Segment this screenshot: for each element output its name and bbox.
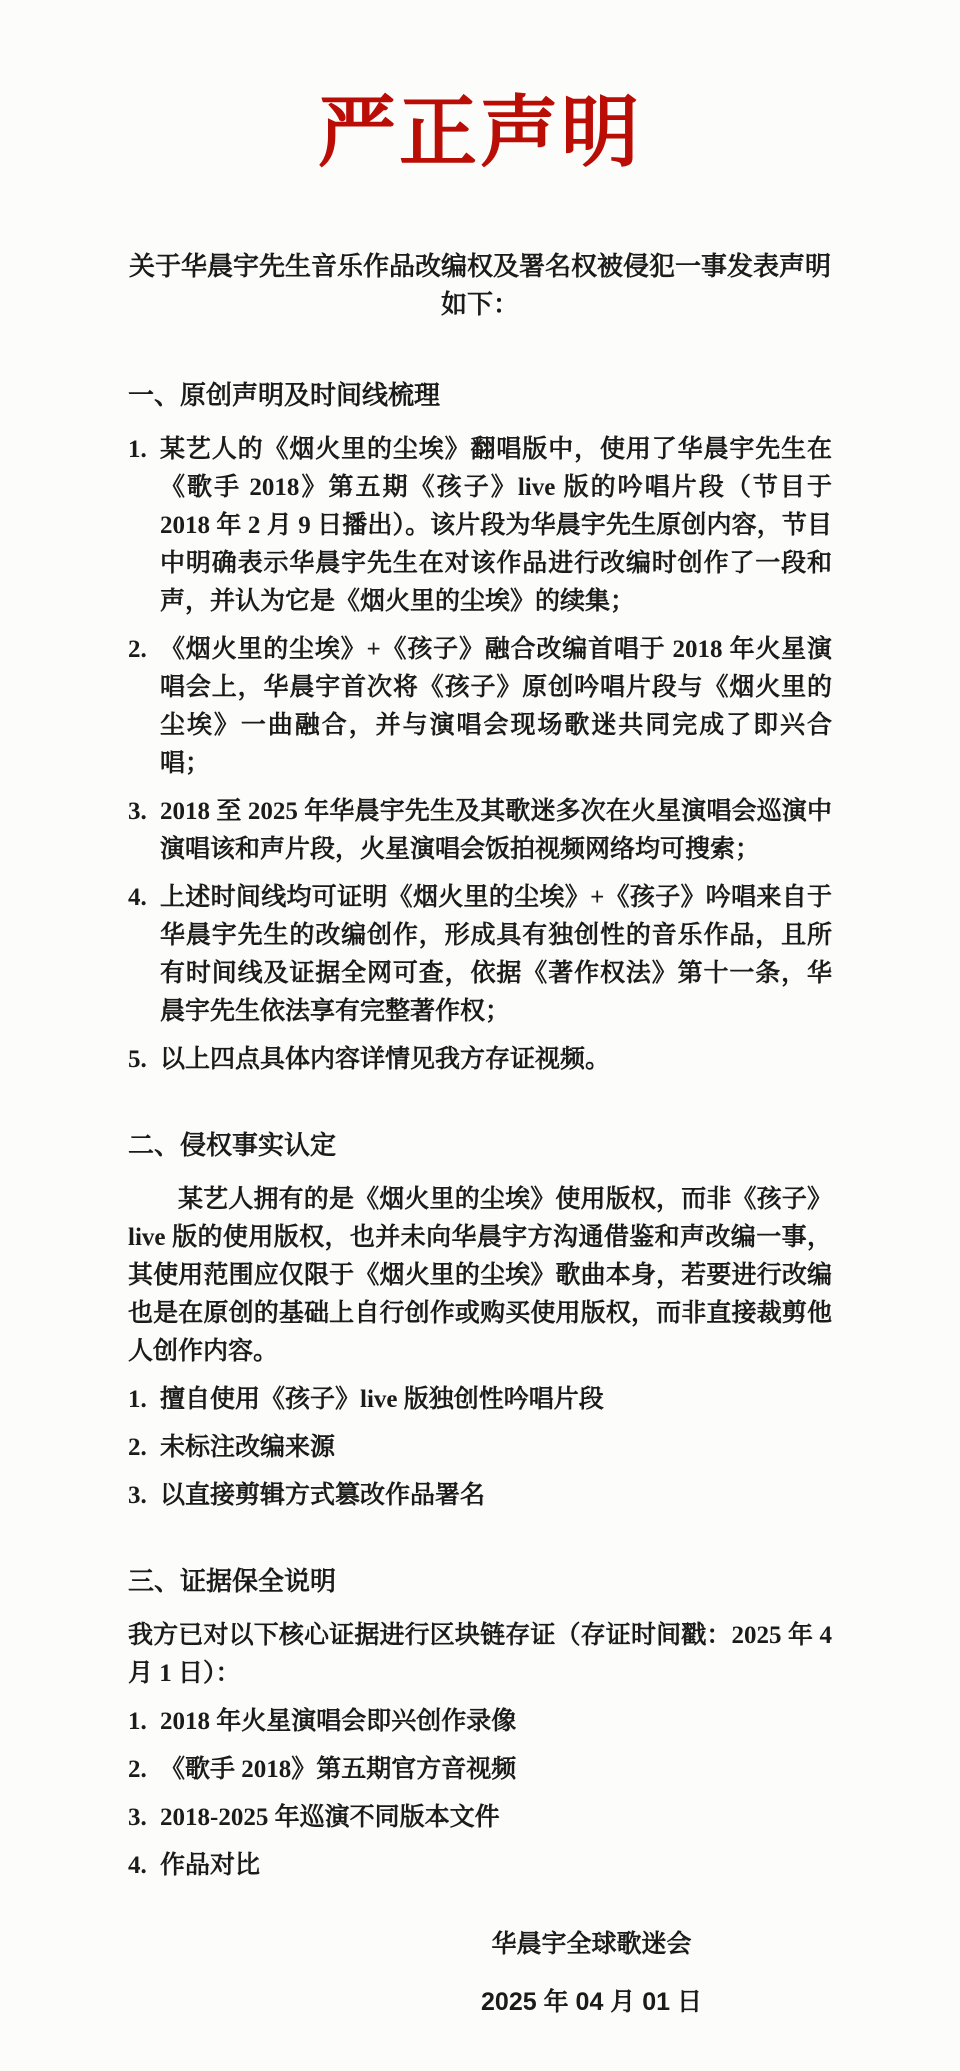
section-heading-original: 一、原创声明及时间线梳理 (128, 380, 441, 411)
item-text: 2018 年火星演唱会即兴创作录像 (160, 1708, 517, 1736)
item-number: 3. (128, 798, 147, 826)
signature-block (128, 1925, 832, 2021)
list-item (128, 1381, 832, 1419)
list-item (128, 431, 832, 621)
item-number: 5. (128, 1046, 147, 1074)
list-item (128, 1703, 832, 1741)
item-number: 4. (128, 884, 147, 912)
signature-date: 2025 年 04 月 01 日 (481, 1988, 702, 2017)
infringement-intro-paragraph: 某艺人拥有的是《烟火里的尘埃》使用版权，而非《孩子》live 版的使用版权，也并未向华晨宇方沟通借鉴和声改编一事，其使用范围应仅限于《烟火里的尘埃》歌曲本身，若要进行改编也是在原创的基础上自行创作或购买使用版权，而非直接裁剪他人创作内容。 (128, 1186, 832, 1366)
list-item (128, 631, 832, 783)
item-text: 作品对比 (160, 1852, 261, 1880)
statement-title: 严正声明 (317, 89, 642, 176)
section-heading-infringement: 二、侵权事实认定 (128, 1130, 337, 1161)
list-item (128, 1477, 832, 1515)
item-text: 上述时间线均可证明《烟火里的尘埃》+《孩子》吟唱来自于华晨宇先生的改编创作，形成具有独创性的音乐作品，且所有时间线及证据全网可查，依据《著作权法》第十一条，华晨宇先生依法享有完整著作权； (160, 884, 832, 1026)
list-item (128, 1429, 832, 1467)
list-item (128, 1799, 832, 1837)
item-text: 2018-2025 年巡演不同版本文件 (160, 1804, 500, 1832)
item-number: 3. (128, 1482, 147, 1510)
item-text: 《烟火里的尘埃》+《孩子》融合改编首唱于 2018 年火星演唱会上，华晨宇首次将《孩子》原创吟唱片段与《烟火里的尘埃》一曲融合，并与演唱会现场歌迷共同完成了即兴合唱； (160, 636, 832, 778)
item-text: 《歌手 2018》第五期官方音视频 (160, 1756, 517, 1784)
item-number: 1. (128, 1708, 147, 1736)
signature-inner (481, 1925, 702, 2021)
item-number: 2. (128, 636, 147, 664)
item-text: 未标注改编来源 (160, 1434, 336, 1462)
list-item (128, 1041, 832, 1079)
item-number: 2. (128, 1756, 147, 1784)
list-item (128, 1751, 832, 1789)
item-text: 2018 至 2025 年华晨宇先生及其歌迷多次在火星演唱会巡演中演唱该和声片段，火星演唱会饭拍视频网络均可搜索； (160, 798, 832, 864)
item-number: 3. (128, 1804, 147, 1832)
item-text: 某艺人的《烟火里的尘埃》翻唱版中，使用了华晨宇先生在《歌手 2018》第五期《孩子》live 版的吟唱片段（节目于 2018 年 2 月 9 日播出）。该片段为华晨宇先生原创内容，节目中明确表示华晨宇先生在对该作品进行改编时创作了一段和声，并认为它是《烟火里的尘埃》的续集； (160, 436, 832, 616)
item-text: 擅自使用《孩子》live 版独创性吟唱片段 (160, 1386, 604, 1414)
list-item (128, 879, 832, 1031)
signature-name: 华晨宇全球歌迷会 (491, 1930, 692, 1959)
item-text: 以直接剪辑方式篡改作品署名 (160, 1482, 486, 1510)
item-number: 2. (128, 1434, 147, 1462)
evidence-intro-paragraph: 我方已对以下核心证据进行区块链存证（存证时间戳：2025 年 4 月 1 日）： (128, 1622, 832, 1688)
section-original-statement (128, 375, 832, 1079)
list-item (128, 1847, 832, 1885)
section-evidence (128, 1561, 832, 1885)
item-text: 以上四点具体内容详情见我方存证视频。 (160, 1046, 611, 1074)
section-infringement (128, 1125, 832, 1515)
item-number: 1. (128, 1386, 147, 1414)
list-item (128, 793, 832, 869)
item-number: 1. (128, 436, 147, 464)
item-number: 4. (128, 1852, 147, 1880)
statement-subtitle: 关于华晨宇先生音乐作品改编权及署名权被侵犯一事发表声明如下： (128, 251, 831, 320)
section-heading-evidence: 三、证据保全说明 (128, 1566, 337, 1597)
